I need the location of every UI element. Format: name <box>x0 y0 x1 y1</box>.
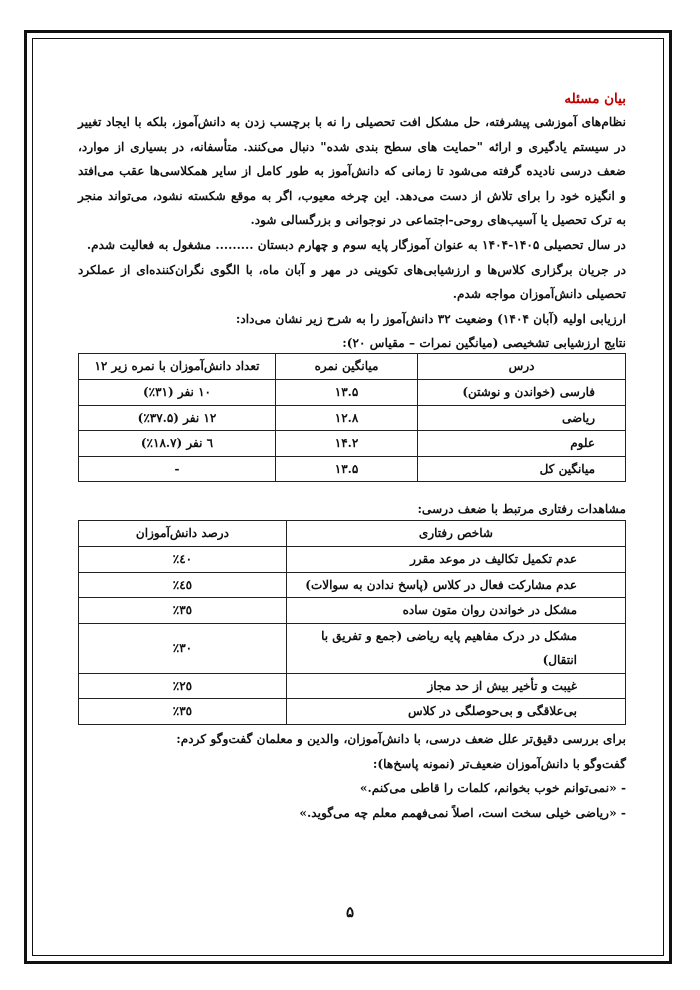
table-row <box>79 699 626 725</box>
page-number: ۵ <box>345 903 355 921</box>
column-header-subject: درس <box>418 354 626 380</box>
table-row <box>79 405 626 431</box>
text-line: برای بررسی دقیق‌تر علل ضعف درسی، با دانش‌آموزان، والدین و معلمان گفت‌وگو کردم: <box>176 732 626 747</box>
average-cell: ۱۲.۸ <box>275 405 417 431</box>
table1-caption: نتایج ارزشیابی تشخیصی (میانگین نمرات – مقیاس ۲۰): <box>342 336 626 351</box>
table-row <box>79 379 626 405</box>
table-row <box>79 572 626 598</box>
column-header-indicator: شاخص رفتاری <box>286 521 625 547</box>
column-header-percent: درصد دانش‌آموزان <box>79 521 287 547</box>
subject-cell: میانگین کل <box>418 456 626 482</box>
percent-cell: ٢٥٪ <box>79 673 287 699</box>
subject-cell: علوم <box>418 431 626 457</box>
table-row <box>79 431 626 457</box>
text-line: و انگیزه خود را برای تلاش از دست می‌دهد. این چرخه معیوب، اگر به موقع شکسته نشود، می‌تواند منجر <box>78 188 626 203</box>
average-cell: ۱۴.۲ <box>275 431 417 457</box>
table-row <box>79 546 626 572</box>
indicator-cell: غیبت و تأخیر بیش از حد مجاز <box>286 673 625 699</box>
section-heading: بیان مسئله <box>564 91 626 107</box>
percent-cell: ٤٥٪ <box>79 572 287 598</box>
table-row <box>79 623 626 673</box>
percent-cell: ٣٥٪ <box>79 699 287 725</box>
indicator-cell: مشکل در خواندن روان متون ساده <box>286 598 625 624</box>
table-row <box>79 598 626 624</box>
count-cell: - <box>79 456 276 482</box>
table-row <box>79 673 626 699</box>
indicator-cell: مشکل در درک مفاهیم پایه ریاضی (جمع و تفریق با انتقال) <box>286 623 625 673</box>
count-cell: ٦ نفر (۱۸.۷٪) <box>79 431 276 457</box>
paragraph-observation <box>78 258 626 307</box>
text-line: به ترک تحصیل یا آسیب‌های روحی-اجتماعی در نوجوانی و بزرگسالی شود. <box>250 213 626 228</box>
column-header-average: میانگین نمره <box>275 354 417 380</box>
text-line: در سال تحصیلی ۱۴۰۵-۱۴۰۴ به عنوان آموزگار پایه سوم و چهارم دبستان ......... مشغول به فعالیت شدم. <box>86 237 626 252</box>
paragraph-student-talk <box>78 752 626 777</box>
percent-cell: ٤٠٪ <box>79 546 287 572</box>
paragraph-intro <box>78 110 626 233</box>
percent-cell: ٣٥٪ <box>79 598 287 624</box>
diagnostic-results-table <box>78 353 626 482</box>
indicator-cell: عدم مشارکت فعال در کلاس (پاسخ ندادن به سوالات) <box>286 572 625 598</box>
indicator-cell: عدم تکمیل تکالیف در موعد مقرر <box>286 546 625 572</box>
paragraph-context <box>78 233 626 258</box>
behavioral-observations-table <box>78 520 626 725</box>
percent-cell: ٣٠٪ <box>79 623 287 673</box>
indicator-cell: بی‌علاقگی و بی‌حوصلگی در کلاس <box>286 699 625 725</box>
text-line: در سیستم یادگیری و ارائه "حمایت های سطح بندی شده" دنبال می‌کنند. متأسفانه، در بسیاری از موارد، <box>78 139 626 154</box>
text-line: تحصیلی دانش‌آموزان مواجه شدم. <box>452 287 626 302</box>
text-line: نظام‌های آموزشی پیشرفته، حل مشکل افت تحصیلی را نه با برچسب زدن به دانش‌آموز، بلکه با ایجاد تغییر <box>78 115 626 129</box>
subject-cell: فارسی (خواندن و نوشتن) <box>418 379 626 405</box>
text-line: ضعف درسی نادیده گرفته می‌شود تا زمانی که دانش‌آموز به طور کامل از سایر همکلاسی‌ها عقب می‌افتد <box>78 164 626 179</box>
column-header-below-12: تعداد دانش‌آموزان با نمره زیر ۱۲ <box>79 354 276 380</box>
text-line: ارزیابی اولیه (آبان ۱۴۰۴) وضعیت ۳۲ دانش‌آموز را به شرح زیر نشان می‌داد: <box>235 311 626 326</box>
subject-cell: ریاضی <box>418 405 626 431</box>
average-cell: ۱۳.۵ <box>275 379 417 405</box>
table-header-row <box>79 521 626 547</box>
count-cell: ۱۰ نفر (۳۱٪) <box>79 379 276 405</box>
table-row <box>79 456 626 482</box>
paragraph-investigation <box>78 727 626 752</box>
average-cell: ۱۳.۵ <box>275 456 417 482</box>
text-line: گفت‌وگو با دانش‌آموزان ضعیف‌تر (نمونه پاسخ‌ها): <box>372 756 626 771</box>
text-line: در جریان برگزاری کلاس‌ها و ارزشیابی‌های تکوینی در مهر و آبان ماه، با الگوی نگران‌کننده‌ای از عملکرد <box>78 262 626 277</box>
table2-caption: مشاهدات رفتاری مرتبط با ضعف درسی: <box>417 502 626 517</box>
student-quote: - «ریاضی خیلی سخت است، اصلاً نمی‌فهمم معلم چه می‌گوید.» <box>299 805 626 820</box>
count-cell: ۱۲ نفر (۳۷.۵٪) <box>79 405 276 431</box>
document-body <box>78 88 626 825</box>
student-quote: - «نمی‌توانم خوب بخوانم، کلمات را قاطی می‌کنم.» <box>359 781 626 796</box>
table-header-row <box>79 354 626 380</box>
paragraph-assessment <box>78 307 626 332</box>
